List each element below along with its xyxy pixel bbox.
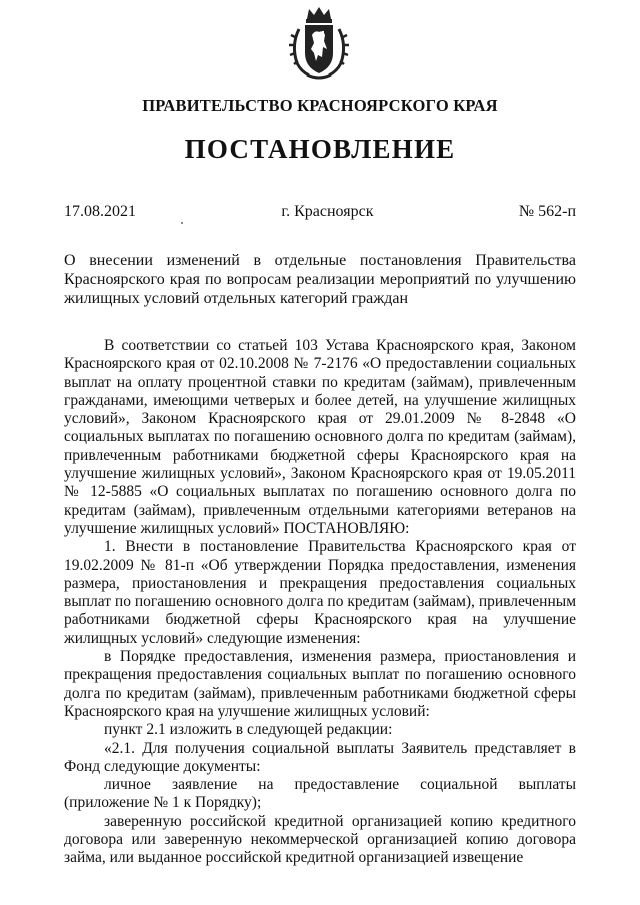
- body-paragraph: в Порядке предоставления, изменения размера, приостановления и прекращения предоставления социальных выплат по погашению основного долга по кредитам (займам), привлеченным работниками бюджетной сферы Красноярского края на улучшение жилищных условий:: [64, 648, 576, 720]
- body-paragraph: заверенную российской кредитной организацией копию кредитного договора или заверенную некоммерческой организацией копию договора займа, или выданное российской кредитной организацией извещение: [64, 812, 576, 867]
- body-paragraph: личное заявление на предоставление социальной выплаты (приложение № 1 к Порядку);: [64, 776, 576, 812]
- document-number: № 562-п: [518, 203, 576, 220]
- document-subject: О внесении изменений в отдельные постановления Правительства Красноярского края по вопросам реализации мероприятий по улучшению жилищных условий отдельных категорий граждан: [64, 252, 576, 307]
- scan-speck: [181, 222, 183, 224]
- document-date: 17.08.2021: [64, 203, 136, 220]
- body-paragraph: пункт 2.1 изложить в следующей редакции:: [104, 721, 393, 739]
- body-paragraph: В соответствии со статьей 103 Устава Красноярского края, Законом Красноярского края от 02.10.2008 № 7-2176 «О предоставлении социальных выплат на оплату процентной ставки по кредитам (займам), привлеченным гражданами, имеющими четверых и более детей, на улучшение жилищных условий», Законом Красноярского края от 29.01.2009 № 8-2848 «О социальных выплатах по погашению основного долга по кредитам (займам), привлеченным работниками бюджетной сферы Красноярского края на улучшение жилищных условий», Законом Красноярского края от 19.05.2011 № 12-5885 «О социальных выплатах по погашению основного долга по кредитам (займам), привлеченным отдельными категориями ветеранов на улучшение жилищных условий» ПОСТАНОВЛЯЮ:: [64, 337, 576, 537]
- government-title: ПРАВИТЕЛЬСТВО КРАСНОЯРСКОГО КРАЯ: [142, 96, 498, 115]
- document-body: [64, 337, 576, 868]
- document-type-title: ПОСТАНОВЛЕНИЕ: [184, 134, 456, 164]
- body-paragraph: 1. Внести в постановление Правительства Красноярского края от 19.02.2009 № 81-п «Об утверждении Порядка предоставления, изменения размера, приостановления и прекращения предоставления социальных выплат по погашению основного долга по кредитам (займам), привлеченным работниками бюджетной сферы Красноярского края на улучшение жилищных условий» следующие изменения:: [64, 538, 576, 647]
- document-city: г. Красноярск: [281, 203, 374, 220]
- krasnoyarsk-coat-of-arms-icon: [289, 5, 349, 81]
- document-meta-row: [64, 203, 576, 221]
- body-paragraph: «2.1. Для получения социальной выплаты Заявитель представляет в Фонд следующие документы:: [64, 739, 576, 775]
